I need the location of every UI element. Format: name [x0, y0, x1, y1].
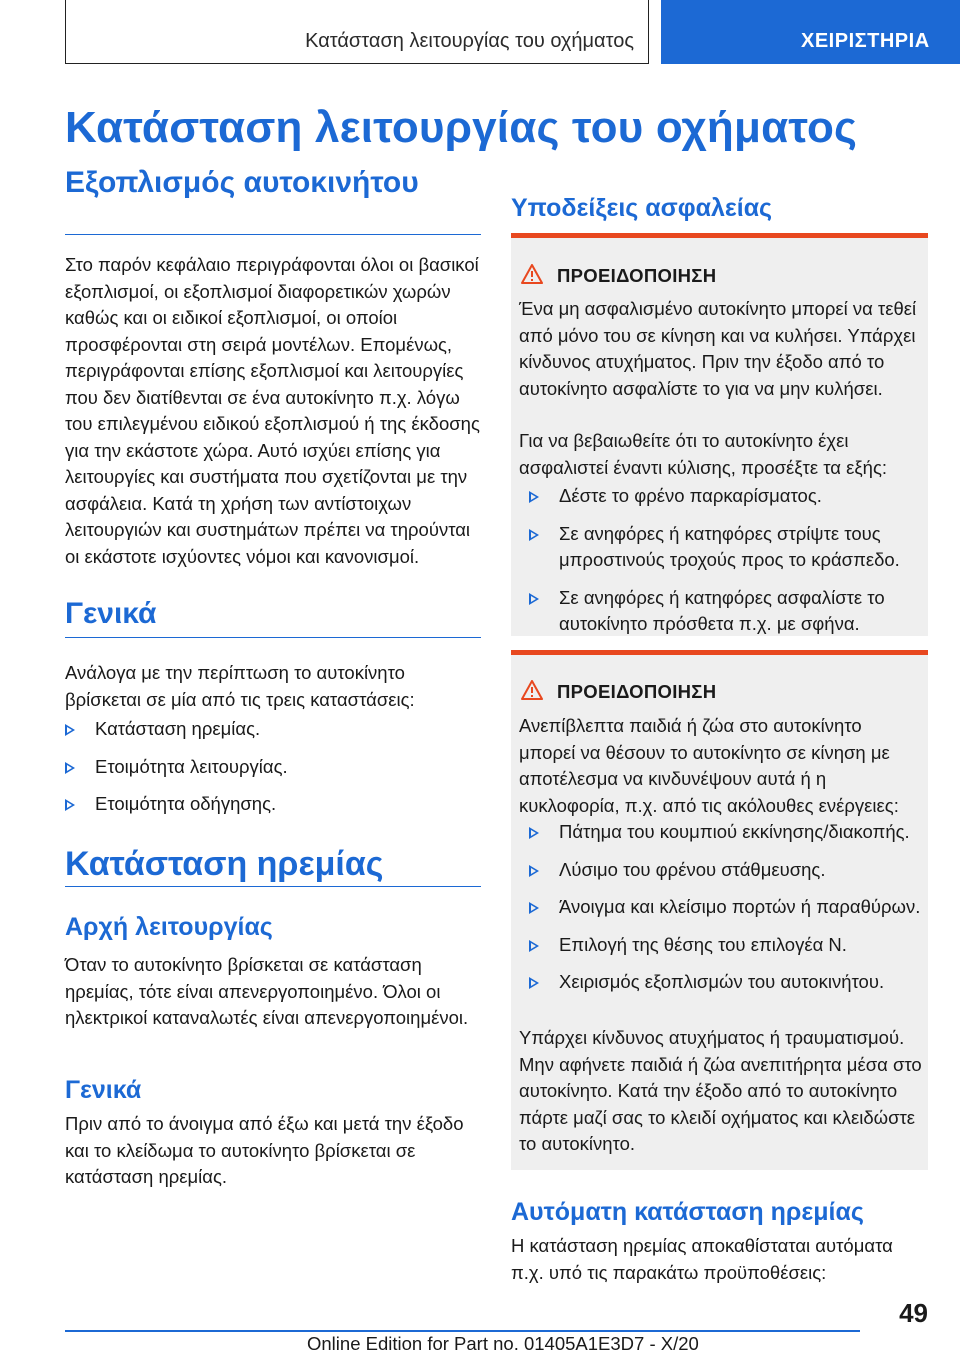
principle-text: Όταν το αυτοκίνητο βρίσκεται σε κατάσταση ηρεμίας, τότε είναι απενεργοποιημένο. Όλοι οι ηλεκτρικοί καταναλωτές είναι απενεργοποιημένοι. — [65, 954, 469, 1028]
list-item: Σε ανηφόρες ή κατηφόρες ασφαλίστε το αυτοκίνητο πρόσθετα π.χ. με σφήνα. — [529, 585, 923, 638]
list-item: Άνοιγμα και κλείσιμο πορτών ή παραθύρων. — [529, 894, 923, 921]
chapter-tab-label: ΧΕΙΡΙΣΤΗΡΙΑ — [801, 30, 930, 52]
triangle-bullet-icon — [65, 762, 75, 774]
triangle-bullet-icon — [529, 940, 539, 952]
subheading-general: Γενικά — [65, 1076, 142, 1104]
warning-text: Για να βεβαιωθείτε ότι το αυτοκίνητο έχει ασφαλιστεί έναντι κύλισης, προσέξτε τα εξής: — [519, 430, 887, 478]
triangle-bullet-icon — [529, 827, 539, 839]
heading-equipment: Εξοπλισμός αυτοκινήτου — [65, 166, 419, 199]
footer-rule — [65, 1330, 860, 1332]
triangle-bullet-icon — [65, 799, 75, 811]
general-text: Ανάλογα με την περίπτωση το αυτοκίνητο βρίσκεται σε μία από τις τρεις καταστάσεις: — [65, 662, 415, 710]
auto-rest-text: Η κατάσταση ηρεμίας αποκαθίσταται αυτόματα π.χ. υπό τις παρακάτω προϋποθέσεις: — [511, 1235, 893, 1283]
chapter-tab[interactable] — [661, 0, 960, 64]
triangle-bullet-icon — [529, 529, 539, 541]
list-item: Κατάσταση ηρεμίας. — [65, 716, 481, 743]
footer-edition: Online Edition for Part no. 01405A1E3D7 - X/20 — [307, 1333, 699, 1354]
heading-auto-rest: Αυτόματη κατάσταση ηρεμίας — [511, 1198, 864, 1226]
warning-text: Ανεπίβλεπτα παιδιά ή ζώα στο αυτοκίνητο μπορεί να θέσουν το αυτοκίνητο σε κίνηση με αποτέλεσμα να κινδυνέψουν αυτά ή η κυκλοφορία, π.χ. από τις ακόλουθες ενέργειες: — [519, 715, 899, 816]
triangle-bullet-icon — [529, 865, 539, 877]
list-item: Δέστε το φρένο παρκαρίσματος. — [529, 483, 923, 510]
list-item: Χειρισμός εξοπλισμών του αυτοκινήτου. — [529, 969, 923, 996]
warning-box — [511, 650, 928, 1170]
subheading-principle: Αρχή λειτουργίας — [65, 913, 273, 941]
state-list — [65, 716, 481, 829]
heading-rule — [65, 886, 481, 887]
list-item: Ετοιμότητα οδήγησης. — [65, 791, 481, 818]
heading-rule — [65, 234, 481, 235]
warning-text: Ένα μη ασφαλισμένο αυτοκίνητο μπορεί να τεθεί από μόνο του σε κίνηση και να κυλήσει. Υπάρχει κίνδυνος ατυχήματος. Πριν την έξοδο από το αυτοκίνητο ασφαλίστε το για να μην κυλήσει. — [519, 298, 917, 399]
list-item: Σε ανηφόρες ή κατηφόρες στρίψτε τους μπροστινούς τροχούς προς το κράσπεδο. — [529, 521, 923, 574]
header-section-title: Κατάσταση λειτουργίας του οχήματος — [305, 30, 634, 52]
equipment-text: Στο παρόν κεφάλαιο περιγράφονται όλοι οι βασικοί εξοπλισμοί, οι εξοπλισμοί διαφορετικών χωρών καθώς και οι ειδικοί εξοπλισμοί, οι οποίοι προσφέρονται στη σειρά μοντέλων. Επομένως, περιγράφονται επίσης εξοπλισμοί και λειτουργίες που δεν διατίθενται σε ένα αυτοκίνητο π.χ. λόγω του επιλεγμένου ειδικού εξοπλισμού ή της έκδοσης για την εκάστοτε χώρα. Αυτό ισχύει επίσης για λειτουργίες και συστήματα που σχετίζονται με την ασφάλεια. Κατά τη χρήση των αντίστοιχων λειτουργιών και συστημάτων πρέπει να τηρούνται οι εκάστοτε ισχύοντες νόμοι και κανονισμοί. — [65, 254, 480, 567]
page-number: 49 — [899, 1298, 928, 1328]
warning-box — [511, 233, 928, 636]
heading-safety: Υποδείξεις ασφαλείας — [511, 194, 773, 222]
warning-label: ΠΡΟΕΙΔΟΠΟΙΗΣΗ — [557, 265, 717, 286]
list-item: Πάτημα του κουμπιού εκκίνησης/διακοπής. — [529, 819, 923, 846]
heading-general: Γενικά — [65, 597, 157, 630]
list-item: Επιλογή της θέσης του επιλογέα N. — [529, 932, 923, 959]
warning-label: ΠΡΟΕΙΔΟΠΟΙΗΣΗ — [557, 681, 717, 702]
page-title: Κατάσταση λειτουργίας του οχήματος — [65, 103, 858, 152]
triangle-bullet-icon — [529, 593, 539, 605]
warning-triangle-icon — [521, 264, 543, 284]
warning-text: Υπάρχει κίνδυνος ατυχήματος ή τραυματισμού. Μην αφήνετε παιδιά ή ζώα ανεπιτήρητα μέσα στο αυτοκίνητο. Κατά την έξοδο από το αυτοκίνητο πάρτε μαζί σας το κλειδί οχήματος και κλειδώστε το αυτοκίνητο. — [519, 1027, 922, 1154]
triangle-bullet-icon — [529, 977, 539, 989]
warning-list — [529, 483, 923, 649]
triangle-bullet-icon — [529, 902, 539, 914]
warning-list — [529, 819, 923, 1007]
warning-triangle-icon — [521, 680, 543, 700]
heading-rule — [65, 637, 481, 638]
list-item: Λύσιμο του φρένου στάθμευσης. — [529, 857, 923, 884]
rest-general-text: Πριν από το άνοιγμα από έξω και μετά την έξοδο και το κλείδωμα το αυτοκίνητο βρίσκεται σε κατάσταση ηρεμίας. — [65, 1113, 464, 1187]
list-item: Ετοιμότητα λειτουργίας. — [65, 754, 481, 781]
heading-rest-state: Κατάσταση ηρεμίας — [65, 845, 384, 883]
triangle-bullet-icon — [529, 491, 539, 503]
header-section-box — [65, 0, 649, 64]
triangle-bullet-icon — [65, 724, 75, 736]
